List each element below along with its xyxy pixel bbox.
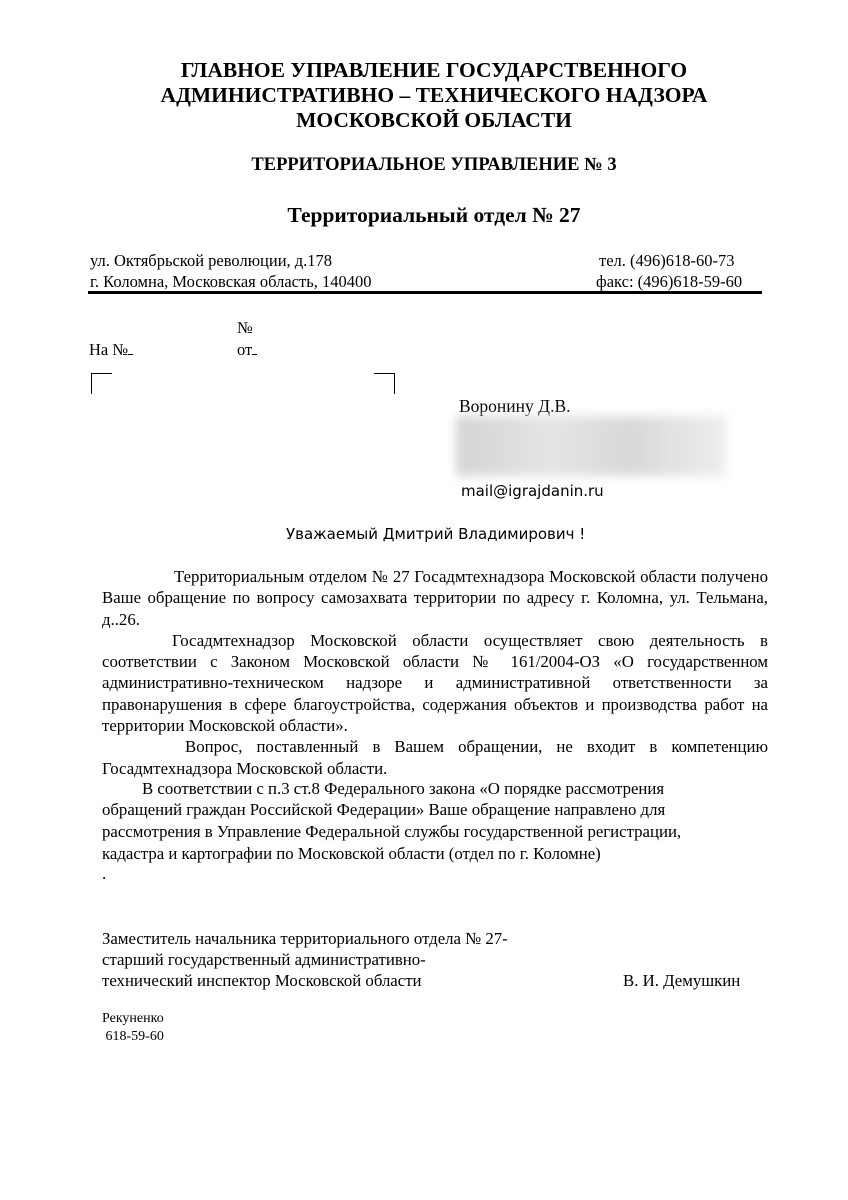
- ref-ot-blank: [252, 340, 257, 355]
- executor-phone: 618-59-60: [102, 1029, 164, 1044]
- signatory-position-line2: старший государственный административно-: [102, 950, 426, 969]
- org-name-line1: ГЛАВНОЕ УПРАВЛЕНИЕ ГОСУДАРСТВЕННОГО: [180, 58, 688, 82]
- ref-na-blank: [128, 340, 133, 355]
- body-paragraph-4-line4: кадастра и картографии по Московской области (отдел по г. Коломне): [102, 844, 601, 863]
- signatory-position-line1: Заместитель начальника территориального отдела № 27-: [102, 929, 508, 948]
- signatory-position-line3: технический инспектор Московской области: [102, 971, 422, 990]
- territorial-admin-title: ТЕРРИТОРИАЛЬНОЕ УПРАВЛЕНИЕ № 3: [251, 155, 617, 175]
- org-name-line3: МОСКОВСКОЙ ОБЛАСТИ: [296, 108, 572, 132]
- ref-ot-label: [237, 340, 257, 359]
- recipient-name: Воронину Д.В.: [459, 396, 571, 416]
- org-name-line2: АДМИНИСТРАТИВНО – ТЕХНИЧЕСКОГО НАДЗОРА: [160, 83, 708, 107]
- address-window-corner-left: [91, 373, 112, 394]
- executor-name: Рекуненко: [102, 1011, 164, 1026]
- address-window-corner-right: [374, 373, 395, 394]
- body-paragraph-4-line1: В соответствии с п.3 ст.8 Федерального закона «О порядке рассмотрения: [142, 779, 665, 798]
- ref-number-label: №: [237, 318, 253, 337]
- fax-number: факс: (496)618-59-60: [596, 272, 743, 291]
- body-paragraph-3: Вопрос, поставленный в Вашем обращении, не входит в компетенцию Госадмтехнадзора Московской области.: [102, 737, 768, 778]
- body-trailing-dot: .: [102, 864, 107, 883]
- body-paragraph-2: Госадмтехнадзор Московской области осуществляет свою деятельность в соответствии с Законом Московской области № 161/2004-ОЗ «О государственном административно-техническом надзоре и административной ответственности за правонарушения в сфере благоустройства, содержания объектов и производства работ на территории Московской области».: [102, 630, 768, 736]
- body-paragraph-1: Территориальным отделом № 27 Госадмтехнадзора Московской области получено Ваше обращение по вопросу самозахвата территории по адресу г. Коломна, ул. Тельмана, д..26.: [102, 567, 768, 629]
- body-paragraph-4-line2: обращений граждан Российской Федерации» Ваше обращение направлено для: [102, 800, 666, 819]
- phone-number: тел. (496)618-60-73: [599, 251, 735, 270]
- ref-ot-text: от: [237, 340, 253, 359]
- address-line2: г. Коломна, Московская область, 140400: [90, 272, 372, 291]
- salutation: Уважаемый Дмитрий Владимирович !: [286, 525, 586, 543]
- body-paragraph-4-line3: рассмотрения в Управление Федеральной службы государственной регистрации,: [102, 822, 682, 841]
- header-divider: [88, 291, 762, 294]
- letter-body: [102, 566, 768, 779]
- redacted-address: [456, 416, 726, 476]
- ref-na-text: На №: [89, 340, 129, 359]
- address-line1: ул. Октябрьской революции, д.178: [90, 251, 333, 270]
- signatory-name: В. И. Демушкин: [623, 971, 741, 990]
- recipient-email: mail@igrajdanin.ru: [461, 482, 604, 500]
- ref-na-label: [89, 340, 133, 359]
- territorial-dept-title: Территориальный отдел № 27: [287, 203, 581, 227]
